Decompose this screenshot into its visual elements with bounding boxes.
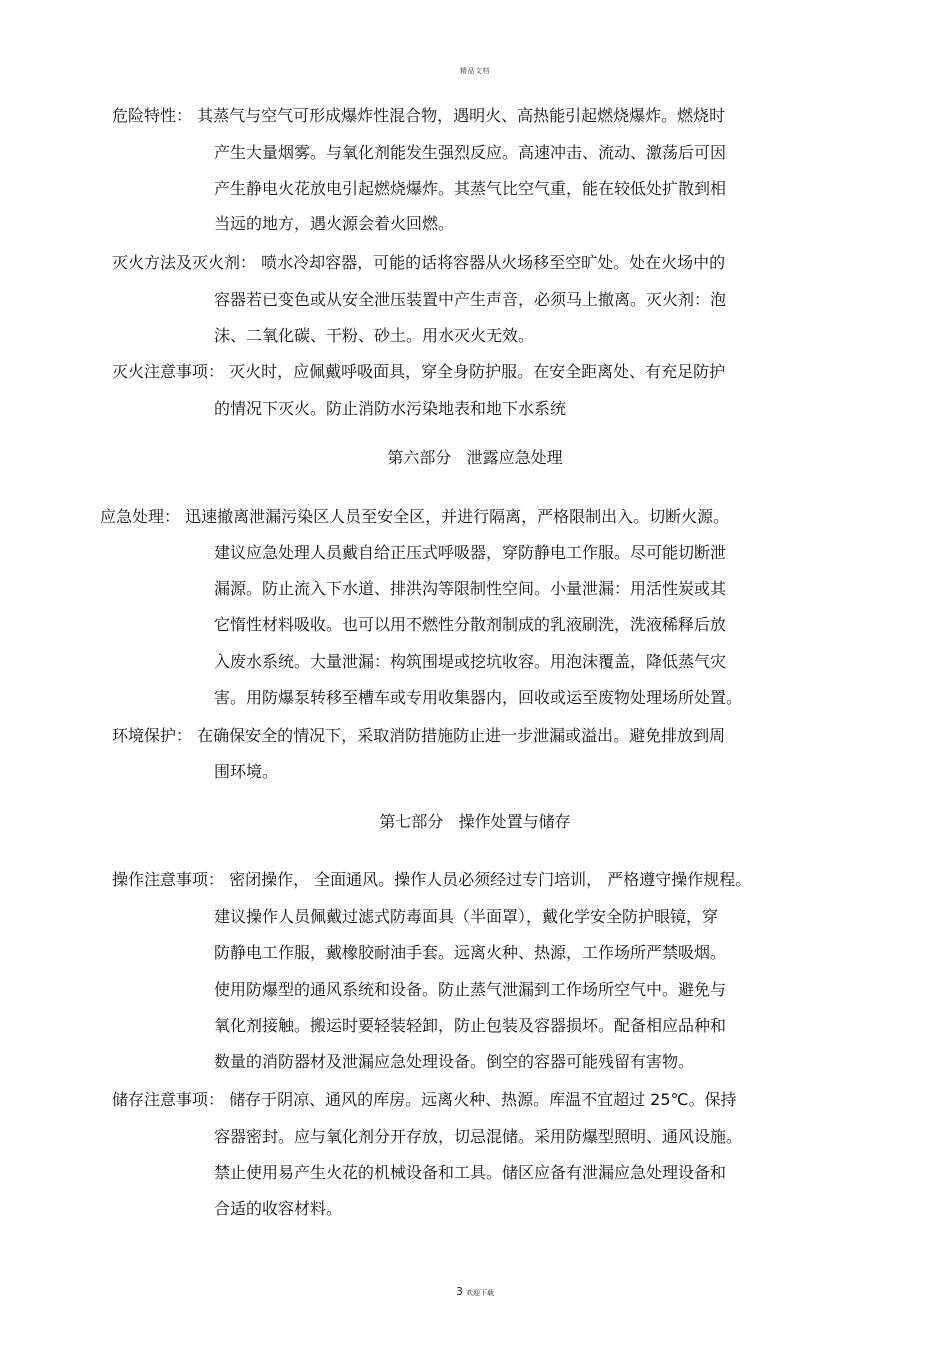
hazard-line-4: 当远的地方，遇火源会着火回燃。 xyxy=(214,214,455,233)
emergency-line-1: 应急处理： 迅速撤离泄漏污染区人员至安全区，并进行隔离，严格限制出入。切断火源。 xyxy=(100,507,730,526)
operation-line-6: 数量的消防器材及泄漏应急处理设备。倒空的容器可能残留有害物。 xyxy=(214,1052,695,1071)
emergency-line-5: 入废水系统。大量泄漏：构筑围堤或挖坑收容。用泡沫覆盖，降低蒸气灾 xyxy=(214,652,727,671)
hazard-line-3: 产生静电火花放电引起燃烧爆炸。其蒸气比空气重，能在较低处扩散到相 xyxy=(214,179,727,198)
footer-note: 欢迎下载 xyxy=(466,1289,494,1297)
operation-line-2: 建议操作人员佩戴过滤式防毒面具（半面罩），戴化学安全防护眼镜，穿 xyxy=(214,907,719,926)
hazard-line-1: 危险特性： 其蒸气与空气可形成爆炸性混合物，遇明火、高热能引起燃烧爆炸。燃烧时 xyxy=(112,106,726,125)
page-header: 精品文档 xyxy=(460,67,490,75)
storage-line-1: 储存注意事项： 储存于阴凉、通风的库房。远离火种、热源。库温不宜超过 25℃。保持 xyxy=(112,1090,737,1109)
page-number: 3 xyxy=(456,1285,463,1298)
emergency-line-4: 它惰性材料吸收。也可以用不燃性分散剂制成的乳液刷洗，洗液稀释后放 xyxy=(214,615,727,634)
storage-line-4: 合适的收容材料。 xyxy=(214,1199,343,1218)
fire-method-line-2: 容器若已变色或从安全泄压装置中产生声音，必须马上撤离。灭火剂：泡 xyxy=(214,290,727,309)
operation-line-1: 操作注意事项： 密闭操作， 全面通风。操作人员必须经过专门培训， 严格遵守操作规程。 xyxy=(112,870,752,889)
storage-line-3: 禁止使用易产生火花的机械设备和工具。储区应备有泄漏应急处理设备和 xyxy=(214,1163,727,1182)
operation-line-3: 防静电工作服，戴橡胶耐油手套。远离火种、热源，工作场所严禁吸烟。 xyxy=(214,943,727,962)
operation-line-4: 使用防爆型的通风系统和设备。防止蒸气泄漏到工作场所空气中。避免与 xyxy=(214,980,727,999)
fire-method-line-1: 灭火方法及灭火剂： 喷水冷却容器，可能的话将容器从火场移至空旷处。处在火场中的 xyxy=(112,253,726,272)
emergency-line-2: 建议应急处理人员戴自给正压式呼吸器，穿防静电工作服。尽可能切断泄 xyxy=(214,543,727,562)
fire-method-line-3: 沫、二氧化碳、干粉、砂土。用水灭火无效。 xyxy=(214,326,535,345)
environment-line-2: 围环境。 xyxy=(214,762,279,781)
section7-title: 第七部分 操作处置与储存 xyxy=(379,812,571,831)
section6-title: 第六部分 泄露应急处理 xyxy=(387,448,563,467)
hazard-line-2: 产生大量烟雾。与氧化剂能发生强烈反应。高速冲击、流动、激荡后可因 xyxy=(214,143,727,162)
emergency-line-3: 漏源。防止流入下水道、排洪沟等限制性空间。小量泄漏：用活性炭或其 xyxy=(214,579,727,598)
environment-line-1: 环境保护： 在确保安全的情况下，采取消防措施防止进一步泄漏或溢出。避免排放到周 xyxy=(112,726,726,745)
emergency-line-6: 害。用防爆泵转移至槽车或专用收集器内，回收或运至废物处理场所处置。 xyxy=(214,688,743,707)
fire-notes-line-2: 的情况下灭火。防止消防水污染地表和地下水系统 xyxy=(214,399,567,418)
fire-notes-line-1: 灭火注意事项： 灭火时，应佩戴呼吸面具，穿全身防护服。在安全距离处、有充足防护 xyxy=(112,362,726,381)
operation-line-5: 氧化剂接触。搬运时要轻装轻卸，防止包装及容器损坏。配备相应品种和 xyxy=(214,1016,727,1035)
page-footer xyxy=(0,1285,950,1298)
storage-line-2: 容器密封。应与氧化剂分开存放，切忌混储。采用防爆型照明、通风设施。 xyxy=(214,1127,743,1146)
